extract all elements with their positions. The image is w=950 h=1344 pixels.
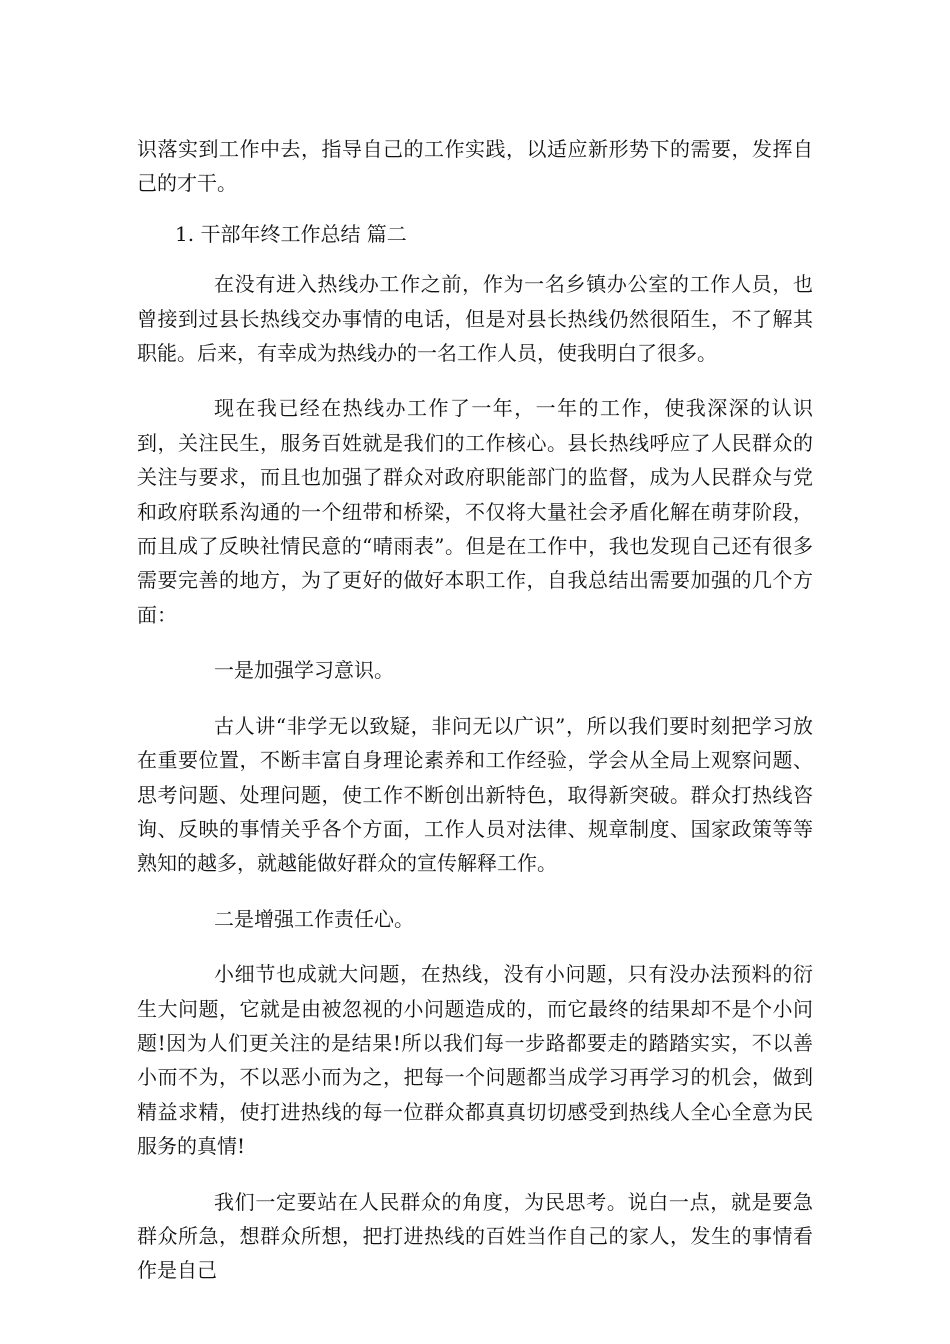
paragraph-people-perspective: 我们一定要站在人民群众的角度，为民思考。说白一点，就是要急群众所急，想群众所想，把打进热线的百姓当作自己的家人，发生的事情看作是自己 — [137, 1189, 813, 1283]
paragraph-learning: 古人讲“非学无以致疑，非问无以广识”，所以我们要时刻把学习放在重要位置，不断丰富自身理论素养和工作经验，学会从全局上观察问题、思考问题、处理问题，使工作不断创出新特色，取得新突破。群众打热线咨询、反映的事情关乎各个方面，工作人员对法律、规章制度、国家政策等等熟知的越多，就越能做好群众的宣传解释工作。 — [137, 713, 813, 876]
section-heading: 1. 干部年终工作总结 篇二 — [175, 221, 407, 246]
paragraph-intro: 在没有进入热线办工作之前，作为一名乡镇办公室的工作人员，也曾接到过县长热线交办事情的电话，但是对县长热线仍然很陌生，不了解其职能。后来，有幸成为热线办的一名工作人员，使我明白了很多。 — [137, 272, 813, 366]
paragraph-continuation: 识落实到工作中去，指导自己的工作实践，以适应新形势下的需要，发挥自己的才干。 — [137, 137, 813, 196]
subheading-responsibility: 二是增强工作责任心。 — [214, 906, 414, 931]
paragraph-responsibility: 小细节也成就大问题，在热线，没有小问题，只有没办法预料的衍生大问题，它就是由被忽视的小问题造成的，而它最终的结果却不是个小问题!因为人们更关注的是结果!所以我们每一步路都要走的踏踏实实，不以善小而不为，不以恶小而为之，把每一个问题都当成学习再学习的机会，做到精益求精，使打进热线的每一位群众都真真切切感受到热线人全心全意为民服务的真情! — [137, 962, 813, 1159]
document-body — [137, 132, 813, 1288]
subheading-learning: 一是加强学习意识。 — [214, 658, 394, 683]
paragraph-work-core: 现在我已经在热线办工作了一年，一年的工作，使我深深的认识到，关注民生，服务百姓就是我们的工作核心。县长热线呼应了人民群众的关注与要求，而且也加强了群众对政府职能部门的监督，成为人民群众与党和政府联系沟通的一个纽带和桥梁，不仅将大量社会矛盾化解在萌芽阶段，而且成了反映社情民意的“晴雨表”。但是在工作中，我也发现自己还有很多需要完善的地方，为了更好的做好本职工作，自我总结出需要加强的几个方面： — [137, 396, 813, 627]
